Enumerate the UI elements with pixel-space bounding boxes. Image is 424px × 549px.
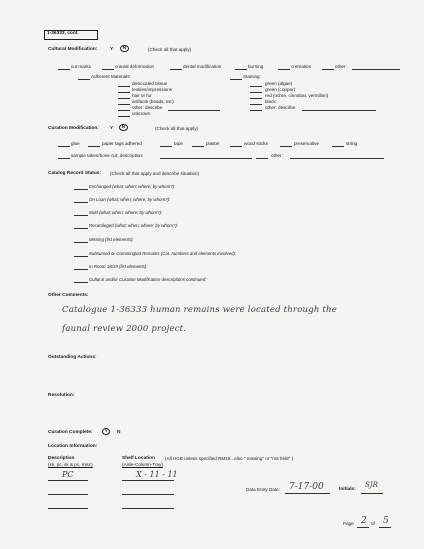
location-info-label: Location Information:: [48, 444, 98, 449]
status-missing: Missing (list elements):: [89, 237, 134, 242]
record-id: 1-36333, cont.: [47, 31, 79, 36]
resolution-label: Resolution:: [48, 393, 75, 398]
initials-value: SJR: [365, 481, 378, 489]
shelf-location-header: Shelf Location: [122, 456, 156, 461]
adherent-materials-label: Adherent Materials:: [91, 74, 131, 79]
staining-label: Staining:: [243, 74, 261, 79]
option-cut-marks: cut marks: [71, 64, 91, 69]
shelf-location-value: X - 11 - 11: [136, 470, 178, 479]
sample-taken-label: sample taken/bone cut; description:: [71, 153, 144, 158]
adherent-other: other: describe: [132, 105, 163, 110]
option-other: other:: [335, 64, 347, 69]
catalog-status-label: Catalog Record Status:: [48, 171, 102, 176]
cultural-no-circled: N: [120, 45, 129, 52]
cultural-modification-label: Cultural Modification:: [48, 47, 98, 52]
curation-modification-label: Curation Modification:: [48, 126, 99, 131]
option-cremation: cremation: [291, 64, 312, 69]
cur-option-string: string: [346, 141, 358, 146]
status-subsumed: Subsumed or Commingled Remains (Cat. numbers and elements involved):: [89, 251, 237, 256]
status-room-18-19: In Room 18/19 (list elements):: [89, 264, 148, 269]
stain-black: black: [265, 99, 276, 104]
stain-green-copper: green (copper): [265, 87, 296, 92]
cultural-yes: Y: [110, 47, 114, 52]
cur-option-glue: glue: [71, 141, 80, 146]
curation-complete-yes-circled: Y: [102, 428, 110, 435]
curation-complete-no: N: [117, 430, 121, 435]
curation-complete-label: Curation Complete:: [48, 430, 93, 435]
status-exchanged: Exchanged (what; when; where; by whom?):: [89, 184, 176, 189]
stain-green-algae: green (algae): [265, 81, 293, 86]
status-sold: Sold (what; when; where; by whom?):: [89, 210, 163, 215]
page-number: 2: [361, 516, 367, 526]
option-burning: burning: [248, 64, 264, 69]
cur-option-preservative: preservative: [294, 141, 320, 146]
shelf-location-note: (All HGB unless specified RM19...also " missing" or "not held" ): [165, 456, 294, 461]
initials-label: Initials:: [339, 487, 356, 492]
stain-other: other: describe: [265, 105, 296, 110]
status-descriptions-continued: Cultural and/or Curation Modification descriptions continued:: [89, 277, 207, 282]
status-recataloged: Recataloged (what; when; where; by whom?):: [89, 223, 179, 228]
stain-red: red (ochre, cinnabar, vermilion): [265, 93, 329, 98]
status-on-loan: On Loan (what; when; where; by whom?):: [89, 197, 171, 202]
description-subheader: (sk, pc, sk & pc, misc): [48, 462, 93, 467]
description-value: PC: [62, 470, 74, 479]
shelf-location-subheader: (Aisle-Column-Tray): [122, 462, 163, 467]
adherent-desiccated-tissue: desiccated tissue: [132, 81, 168, 86]
cultural-hint: (Check all that apply): [148, 47, 192, 52]
other-comments-label: Other Comments:: [48, 293, 89, 298]
curation-hint: (Check all that apply): [155, 126, 199, 131]
adherent-artifacts: artifacts (beads, etc): [132, 99, 174, 104]
page-label: Page: [343, 521, 354, 526]
curation-no-circled: N: [119, 124, 128, 131]
cur-option-tape: tape: [174, 141, 183, 146]
adherent-textiles: textiles/impressions: [132, 87, 173, 92]
adherent-hair-fur: hair or fur: [132, 93, 152, 98]
option-cranial-deformation: cranial deformation: [115, 64, 155, 69]
handwritten-comment-line1: Catalogue 1-36333 human remains were located through the: [62, 305, 337, 315]
page-of-label: of: [371, 521, 375, 526]
cur-option-plaster: plaster: [206, 141, 220, 146]
catalog-status-hint: (Check all that apply and describe situation): [110, 171, 200, 176]
option-dental-modification: dental modification: [183, 64, 222, 69]
entry-date-value: 7-17-00: [289, 482, 324, 492]
handwritten-comment-line2: faunal review 2000 project.: [62, 324, 187, 334]
cur-option-paper-tags: paper tags adhered: [102, 141, 142, 146]
description-header: Description: [48, 456, 75, 461]
page-total: 5: [383, 516, 389, 526]
entry-date-label: Data Entry Date:: [246, 487, 280, 492]
outstanding-actions-label: Outstanding Actions:: [48, 355, 97, 360]
adherent-unknown: unknown: [132, 111, 151, 116]
cur-option-wood-sticks: wood sticks: [244, 141, 268, 146]
curation-yes: Y: [110, 126, 114, 131]
cur-other-label: other:: [271, 153, 283, 158]
